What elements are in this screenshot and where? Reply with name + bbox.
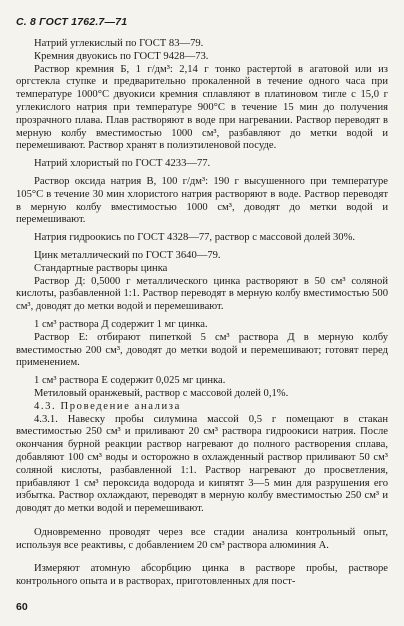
paragraph-solution-e: Раствор Е: отбирают пипеткой 5 см³ раствора Д в мерную колбу вместимостью 200 см³, доводят до метки водой и перемешивают; готовят перед применением.: [16, 331, 388, 369]
paragraph-procedure: 4.3.1. Навеску пробы силумина массой 0,5 г помещают в стакан вместимостью 250 см³ и приливают 20 см³ раствора гидроокиси натрия. После окончания бурной реакции раствор нагревают до полного растворения сплава, добавляют 100 см³ воды и осторожно в охлажденный раствор приливают 50 см³ соляной кислоты, разбавленной 1:1. Раствор нагревают до просветления, прибавляют 1 см³ пероксида водорода и кипятят 3—5 мин для разрушения его избытка. Раствор охлаждают, переводят в мерную колбу вместимостью 250 см³ и доводят до метки водой и перемешивают.: [16, 413, 388, 515]
paragraph-methyl-orange: Метиловый оранжевый, раствор с массовой долей 0,1%.: [34, 387, 289, 399]
paragraph-sodium-carbonate: Натрий углекислый по ГОСТ 83—79.: [34, 38, 204, 49]
paragraph-sodium-chloride: Натрий хлористый по ГОСТ 4233—77.: [34, 158, 211, 170]
paragraph-absorption-measure: Измеряют атомную абсорбцию цинка в растворе пробы, растворе контрольного опыта и в растворах, приготовленных для пост-: [16, 563, 388, 588]
paragraph-solution-d: Раствор Д: 0,5000 г металлического цинка растворяют в 50 см³ соляной кислоты, разбавленной 1:1. Раствор переводят в мерную колбу вместимостью 500 см³, доводят до метки водой и перемешивают.: [16, 275, 388, 313]
page-header: С. 8 ГОСТ 1762.7—71: [16, 16, 128, 28]
paragraph-silicon-solution: Раствор кремния Б, 1 г/дм³: 2,14 г тонко растертой в агатовой или из оргстекла ступке и предварительно прокаленной в течение одного часа при температуре 1000°С двуокиси кремния сплавляют в платиновом тигле с 15,0 г углекислого натрия при температуре 900°С в течение 15 мин до получения прозрачного плава. Плав растворяют в воде при нагревании. Раствор переводят в мерную колбу вместимостью 1000 см³, разбавляют до метки водой и перемешивают. Раствор хранят в полиэтиленовой посуде.: [16, 63, 388, 152]
section-heading-analysis: 4.3. Проведение анализа: [34, 400, 181, 412]
paragraph-silicon-dioxide: Кремния двуокись по ГОСТ 9428—73.: [34, 50, 209, 62]
paragraph-sodium-hydroxide: Натрия гидроокись по ГОСТ 4328—77, раствор с массовой долей 30%.: [34, 232, 356, 244]
paragraph-control-experiment: Одновременно проводят через все стадии анализа контрольный опыт, используя все реактивы, с добавлением 20 см³ раствора алюминия А.: [16, 526, 388, 551]
page-body: [16, 38, 388, 589]
paragraph-solution-d-content: 1 см³ раствора Д содержит 1 мг цинка.: [34, 318, 208, 330]
paragraph-standard-solutions-heading: Стандартные растворы цинка: [34, 262, 168, 274]
paragraph-solution-e-content: 1 см³ раствора Е содержит 0,025 мг цинка.: [34, 375, 226, 387]
page-number: 60: [16, 601, 28, 613]
paragraph-sodium-oxide-solution: Раствор оксида натрия В, 100 г/дм³: 190 г высушенного при температуре 105°С в течение 30 мин хлористого натрия растворяют в воде. Раствор переводят в мерную колбу вместимостью 1000 см³, доводят до метки водой и перемешивают.: [16, 175, 388, 226]
paragraph-zinc-metal: Цинк металлический по ГОСТ 3640—79.: [34, 249, 221, 261]
